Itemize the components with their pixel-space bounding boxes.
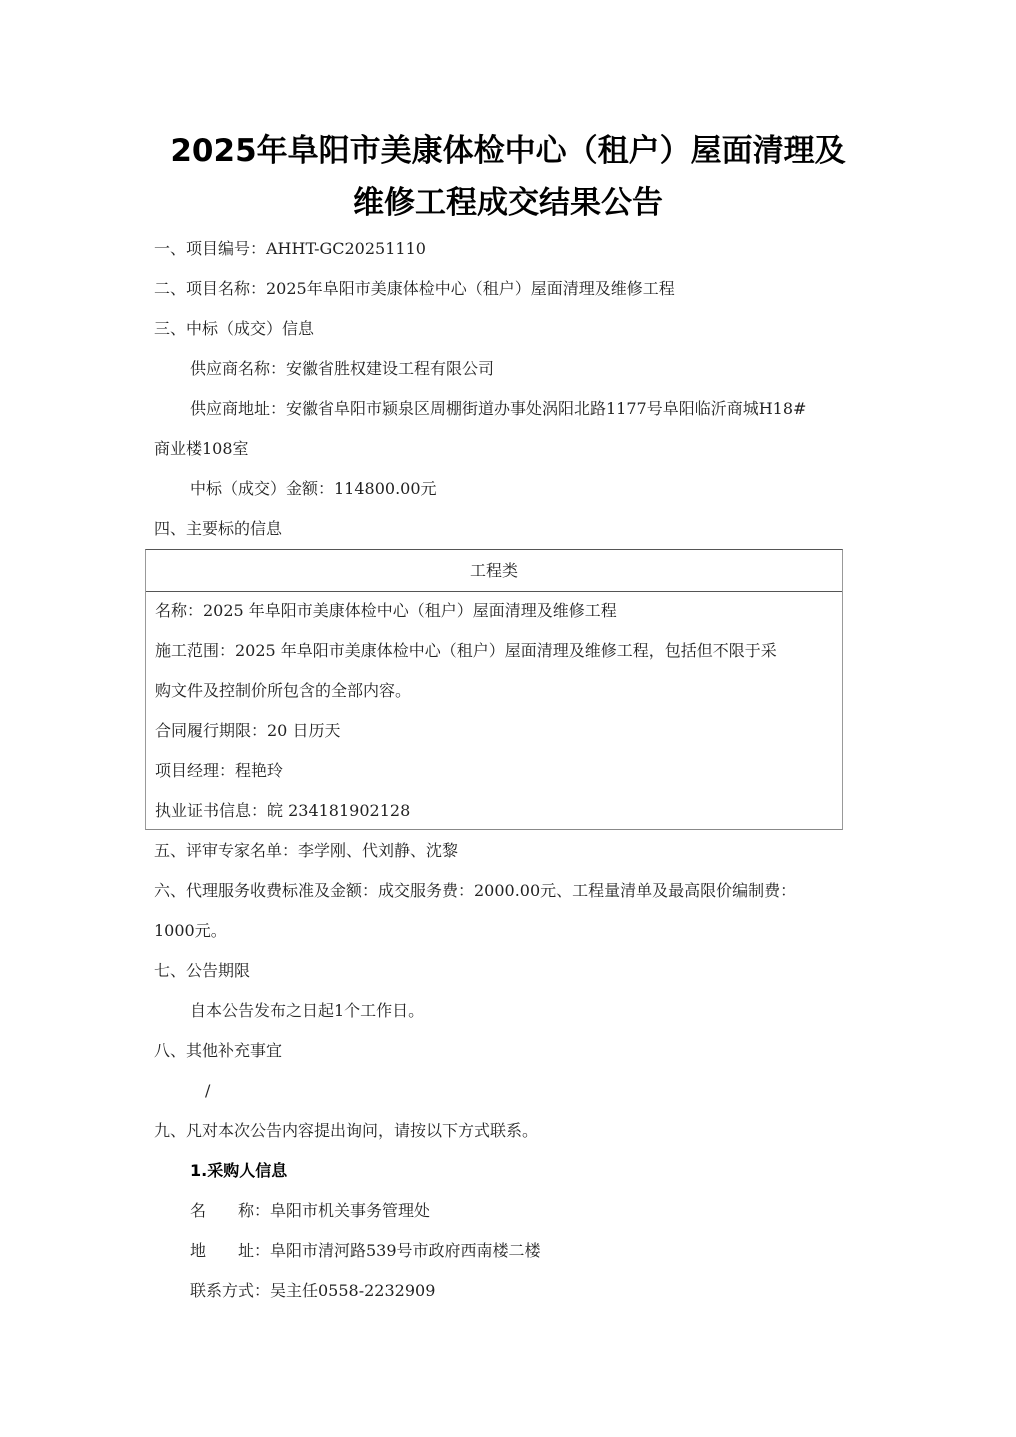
purchaser-contact: 联系方式：吴主任0558-2232909 bbox=[190, 1281, 436, 1300]
section-notice-period-heading: 七、公告期限 bbox=[154, 961, 251, 980]
table-header: 工程类 bbox=[146, 550, 842, 592]
expert-list: 五、评审专家名单：李学刚、代刘静、沈黎 bbox=[154, 841, 459, 860]
table-row: 合同履行期限：20 日历天 bbox=[155, 721, 341, 740]
table-row: 购文件及控制价所包含的全部内容。 bbox=[155, 681, 412, 700]
document-title-line-1: 2025年阜阳市美康体检中心（租户）屋面清理及 bbox=[170, 133, 846, 169]
supplier-name: 供应商名称：安徽省胜权建设工程有限公司 bbox=[190, 359, 495, 378]
table-row: 执业证书信息：皖 234181902128 bbox=[155, 801, 411, 820]
purchaser-info-heading: 1.采购人信息 bbox=[190, 1161, 288, 1180]
project-name: 二、项目名称：2025年阜阳市美康体检中心（租户）屋面清理及维修工程 bbox=[154, 279, 675, 298]
purchaser-name: 名 称：阜阳市机关事务管理处 bbox=[190, 1201, 431, 1220]
purchaser-address: 地 址：阜阳市清河路539号市政府西南楼二楼 bbox=[190, 1241, 541, 1260]
agency-fee-line-2: 1000元。 bbox=[154, 921, 227, 940]
document-title-line-2: 维修工程成交结果公告 bbox=[353, 185, 663, 221]
other-matters-content: / bbox=[205, 1081, 211, 1100]
section-award-info-heading: 三、中标（成交）信息 bbox=[154, 319, 315, 338]
section-other-matters-heading: 八、其他补充事宜 bbox=[154, 1041, 283, 1060]
notice-period: 自本公告发布之日起1个工作日。 bbox=[190, 1001, 425, 1020]
award-amount: 中标（成交）金额：114800.00元 bbox=[190, 479, 437, 498]
section-contact-heading: 九、凡对本次公告内容提出询问，请按以下方式联系。 bbox=[154, 1121, 539, 1140]
section-subject-info-heading: 四、主要标的信息 bbox=[154, 519, 283, 538]
subject-info-table bbox=[145, 549, 843, 830]
table-row: 施工范围：2025 年阜阳市美康体检中心（租户）屋面清理及维修工程，包括但不限于采 bbox=[155, 641, 777, 660]
table-row: 名称：2025 年阜阳市美康体检中心（租户）屋面清理及维修工程 bbox=[155, 601, 617, 620]
project-number: 一、项目编号：AHHT-GC20251110 bbox=[154, 239, 426, 258]
supplier-address-line-2: 商业楼108室 bbox=[154, 439, 249, 458]
table-row: 项目经理：程艳玲 bbox=[155, 761, 284, 780]
agency-fee-line-1: 六、代理服务收费标准及金额：成交服务费：2000.00元、工程量清单及最高限价编制费： bbox=[154, 881, 797, 900]
supplier-address-line-1: 供应商地址：安徽省阜阳市颍泉区周棚街道办事处涡阳北路1177号阜阳临沂商城H18# bbox=[190, 399, 807, 418]
